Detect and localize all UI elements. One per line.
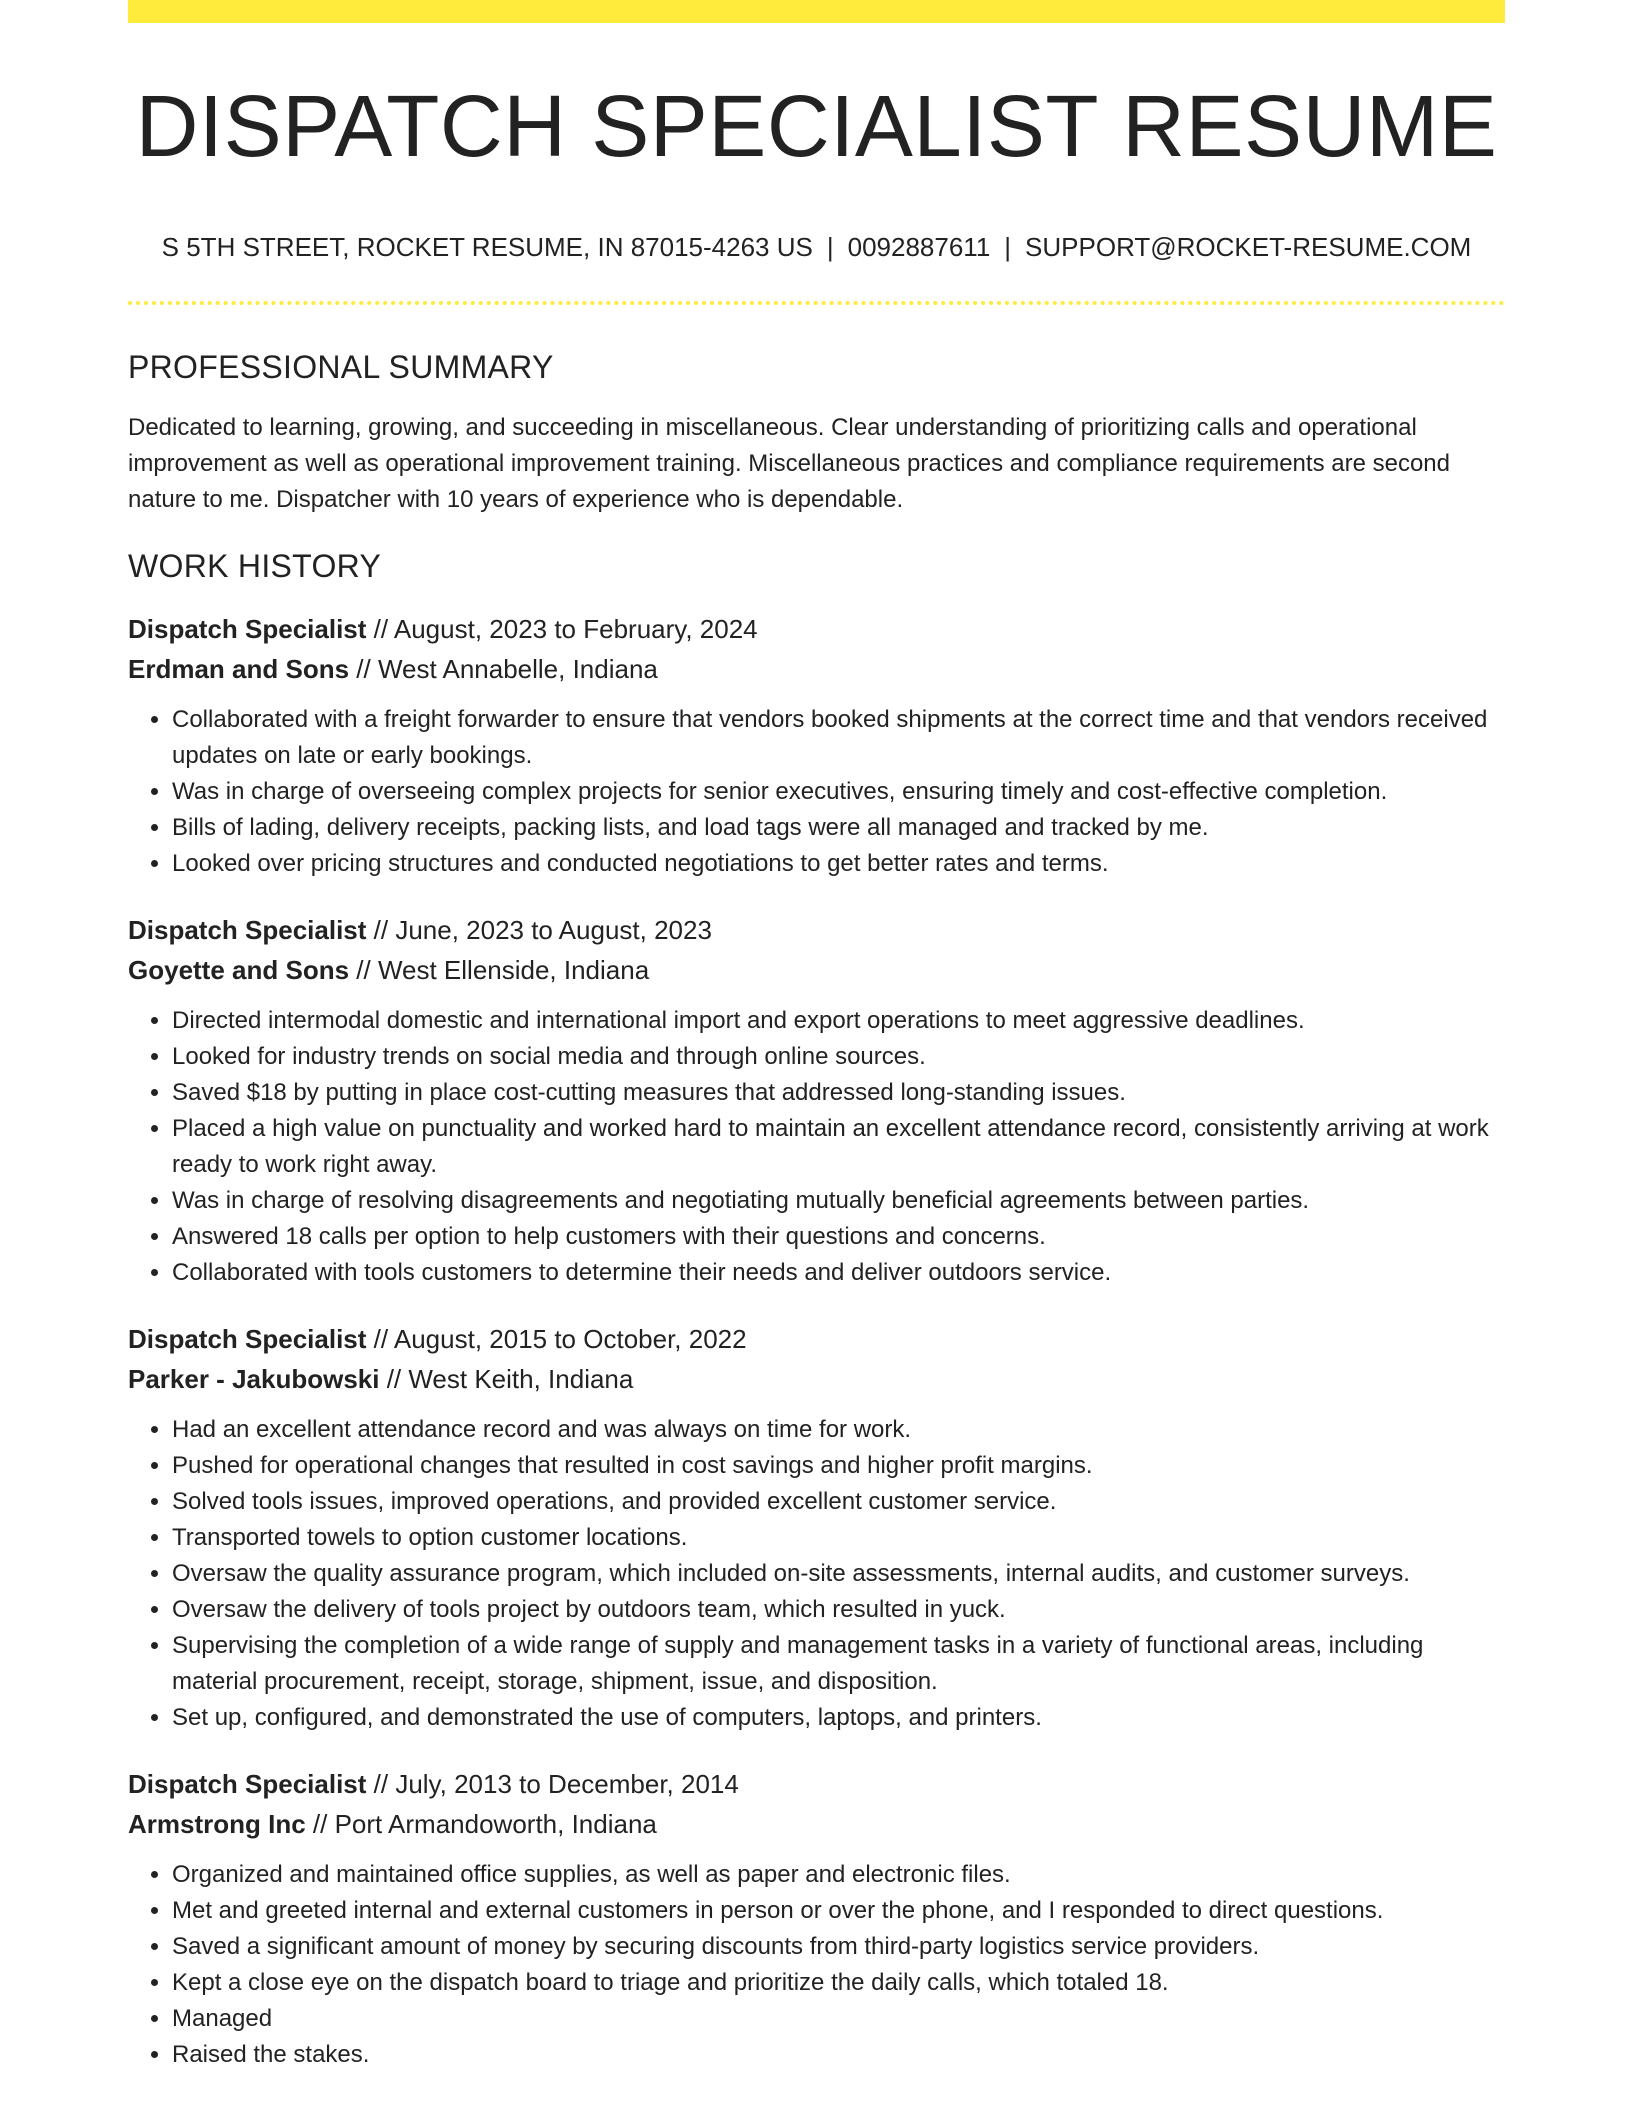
- contact-address: S 5TH STREET, ROCKET RESUME, IN 87015-4263 US: [161, 232, 813, 263]
- contact-phone: 0092887611: [847, 232, 991, 263]
- summary-text: Dedicated to learning, growing, and succeeding in miscellaneous. Clear understanding of prioritizing calls and operational improvement as well as operational improvement training. Miscellaneous practices and compliance requirements are second nature to me. Dispatcher with 10 years of experience who is dependable.: [128, 413, 1450, 513]
- job-bullet: • Directed intermodal domestic and international import and export operations to meet aggressive deadlines.: [172, 1003, 1505, 1039]
- job-title-line: [128, 910, 1505, 950]
- work-history-heading: WORK HISTORY: [128, 547, 382, 584]
- job-company: Goyette and Sons: [128, 954, 350, 985]
- job-location: // West Annabelle, Indiana: [349, 653, 658, 684]
- job-company-line: [128, 950, 1505, 990]
- job-entry: [128, 1319, 1505, 1736]
- job-title: Dispatch Specialist: [128, 914, 367, 945]
- job-entry: [128, 910, 1505, 1291]
- job-bullet: • Looked over pricing structures and conducted negotiations to get better rates and terms.: [172, 846, 1505, 882]
- contact-separator: |: [1004, 232, 1012, 263]
- job-company-line: [128, 1359, 1505, 1399]
- job-company: Erdman and Sons: [128, 653, 350, 684]
- job-bullet: • Pushed for operational changes that resulted in cost savings and higher profit margins.: [172, 1448, 1505, 1484]
- dotted-divider: [128, 301, 1505, 305]
- job-bullet: • Placed a high value on punctuality and worked hard to maintain an excellent attendance record, consistently arriving at work ready to work right away.: [172, 1111, 1505, 1183]
- job-bullet: • Oversaw the quality assurance program, which included on-site assessments, internal audits, and customer surveys.: [172, 1556, 1505, 1592]
- job-bullet: • Bills of lading, delivery receipts, packing lists, and load tags were all managed and tracked by me.: [172, 810, 1505, 846]
- contact-separator: |: [826, 232, 834, 263]
- job-bullet: • Looked for industry trends on social media and through online sources.: [172, 1039, 1505, 1075]
- job-dates: // June, 2023 to August, 2023: [366, 914, 712, 945]
- job-title: Dispatch Specialist: [128, 1768, 367, 1799]
- job-title-line: [128, 609, 1505, 649]
- job-bullets: [128, 702, 1505, 882]
- job-company-line: [128, 649, 1505, 689]
- job-title-line: [128, 1319, 1505, 1359]
- job-bullet: • Answered 18 calls per option to help customers with their questions and concerns.: [172, 1219, 1505, 1255]
- top-accent-bar: [128, 0, 1505, 23]
- resume-title: DISPATCH SPECIALIST RESUME: [135, 78, 1498, 175]
- job-bullet: • Was in charge of resolving disagreements and negotiating mutually beneficial agreements between parties.: [172, 1183, 1505, 1219]
- job-bullet: • Met and greeted internal and external customers in person or over the phone, and I responded to direct questions.: [172, 1893, 1505, 1929]
- job-bullet: • Managed: [172, 2001, 1505, 2037]
- job-bullet: • Supervising the completion of a wide range of supply and management tasks in a variety of functional areas, including material procurement, receipt, storage, shipment, issue, and disposition.: [172, 1628, 1505, 1700]
- job-bullet: • Had an excellent attendance record and was always on time for work.: [172, 1412, 1505, 1448]
- job-bullet: • Saved $18 by putting in place cost-cutting measures that addressed long-standing issues.: [172, 1075, 1505, 1111]
- job-dates: // August, 2015 to October, 2022: [366, 1323, 747, 1354]
- job-bullets: [128, 1003, 1505, 1291]
- job-location: // West Keith, Indiana: [379, 1363, 634, 1394]
- job-company-line: [128, 1804, 1505, 1844]
- job-bullet: • Collaborated with a freight forwarder to ensure that vendors booked shipments at the correct time and that vendors received updates on late or early bookings.: [172, 702, 1505, 774]
- job-bullets: [128, 1857, 1505, 2073]
- job-title: Dispatch Specialist: [128, 613, 367, 644]
- job-title: Dispatch Specialist: [128, 1323, 367, 1354]
- job-bullets: [128, 1412, 1505, 1736]
- job-entry: [128, 1764, 1505, 2073]
- job-location: // Port Armandoworth, Indiana: [305, 1808, 657, 1839]
- contact-line: [128, 232, 1505, 263]
- job-location: // West Ellenside, Indiana: [349, 954, 650, 985]
- job-dates: // August, 2023 to February, 2024: [366, 613, 758, 644]
- job-company: Armstrong Inc: [128, 1808, 306, 1839]
- job-bullet: • Organized and maintained office supplies, as well as paper and electronic files.: [172, 1857, 1505, 1893]
- job-company: Parker - Jakubowski: [128, 1363, 380, 1394]
- job-bullet: • Solved tools issues, improved operations, and provided excellent customer service.: [172, 1484, 1505, 1520]
- job-bullet: • Collaborated with tools customers to determine their needs and deliver outdoors service.: [172, 1255, 1505, 1291]
- job-bullet: • Transported towels to option customer locations.: [172, 1520, 1505, 1556]
- job-entry: [128, 609, 1505, 882]
- summary-heading: PROFESSIONAL SUMMARY: [128, 348, 554, 385]
- job-bullet: • Kept a close eye on the dispatch board to triage and prioritize the daily calls, which totaled 18.: [172, 1965, 1505, 2001]
- job-bullet: • Raised the stakes.: [172, 2037, 1505, 2073]
- job-dates: // July, 2013 to December, 2014: [366, 1768, 739, 1799]
- job-bullet: • Was in charge of overseeing complex projects for senior executives, ensuring timely and cost-effective completion.: [172, 774, 1505, 810]
- job-bullet: • Oversaw the delivery of tools project by outdoors team, which resulted in yuck.: [172, 1592, 1505, 1628]
- resume-page: [128, 0, 1505, 2073]
- job-bullet: • Saved a significant amount of money by securing discounts from third-party logistics service providers.: [172, 1929, 1505, 1965]
- job-bullet: • Set up, configured, and demonstrated the use of computers, laptops, and printers.: [172, 1700, 1505, 1736]
- contact-email: SUPPORT@ROCKET-RESUME.COM: [1025, 232, 1472, 263]
- job-title-line: [128, 1764, 1505, 1804]
